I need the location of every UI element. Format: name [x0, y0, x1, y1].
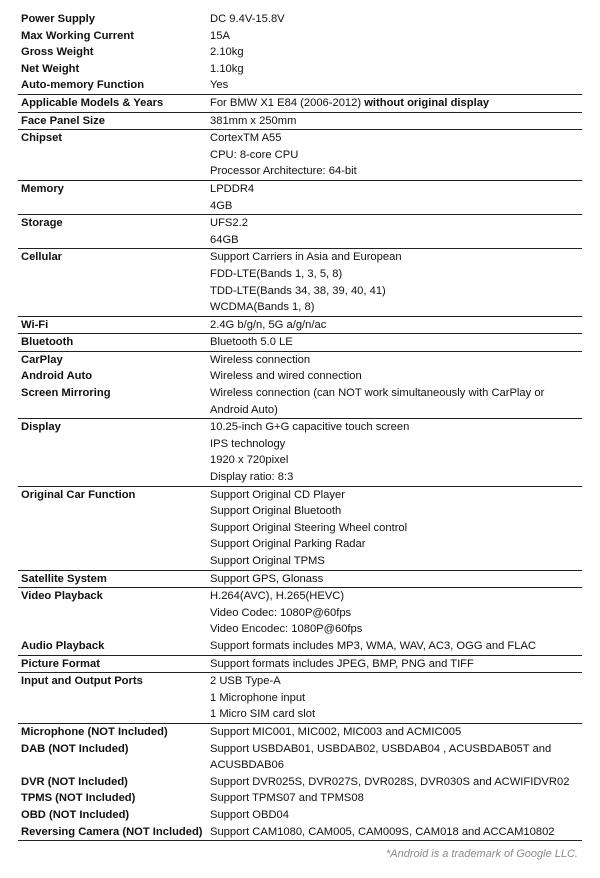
spec-values [210, 61, 582, 78]
spec-value [210, 790, 582, 807]
spec-group [18, 334, 582, 352]
spec-values [210, 588, 582, 638]
spec-value-text: Support DVR025S, DVR027S, DVR028S, DVR030S and ACWIFIDVR02 [210, 775, 570, 788]
spec-value [210, 368, 582, 385]
spec-value-text: TDD-LTE(Bands 34, 38, 39, 40, 41) [210, 284, 386, 297]
spec-label: Cellular [21, 251, 63, 264]
spec-value [210, 605, 582, 622]
spec-value-text: 1 Micro SIM card slot [210, 708, 316, 721]
spec-value [210, 299, 582, 316]
spec-value [210, 724, 582, 741]
spec-value [210, 807, 582, 824]
spec-value [210, 402, 582, 419]
spec-value [210, 536, 582, 553]
spec-value-text: 2.4G b/g/n, 5G a/g/n/ac [210, 318, 327, 331]
spec-value [210, 249, 582, 266]
spec-group [18, 352, 582, 419]
spec-value-text: 10.25-inch G+G capacitive touch screen [210, 421, 410, 434]
spec-values [210, 638, 582, 655]
spec-value [210, 452, 582, 469]
spec-row [18, 317, 582, 334]
spec-values [210, 352, 582, 369]
spec-label: Wi-Fi [21, 318, 49, 331]
spec-value [210, 503, 582, 520]
spec-label: Face Panel Size [21, 114, 105, 127]
spec-label: Display [21, 421, 61, 434]
spec-value [210, 77, 582, 94]
spec-label: Picture Format [21, 657, 100, 670]
spec-value-text: Support Carriers in Asia and European [210, 251, 402, 264]
spec-value [210, 690, 582, 707]
spec-value [210, 266, 582, 283]
spec-value-text: IPS technology [210, 437, 286, 450]
spec-row [18, 181, 582, 214]
spec-value-text: H.264(AVC), H.265(HEVC) [210, 590, 345, 603]
spec-group [18, 317, 582, 335]
spec-group [18, 95, 582, 113]
spec-value-text: 2 USB Type-A [210, 675, 281, 688]
spec-row [18, 638, 582, 655]
spec-group [18, 724, 582, 841]
spec-group [18, 11, 582, 95]
spec-row [18, 487, 582, 570]
spec-value [210, 469, 582, 486]
spec-group [18, 249, 582, 316]
spec-value-text: Support Original Bluetooth [210, 505, 342, 518]
spec-row [18, 385, 582, 418]
spec-label: Chipset [21, 132, 63, 145]
spec-row [18, 824, 582, 841]
spec-label: Applicable Models & Years [21, 96, 164, 109]
spec-values [210, 317, 582, 334]
spec-value-text: Support TPMS07 and TPMS08 [210, 792, 364, 805]
spec-group [18, 588, 582, 655]
spec-values [210, 487, 582, 570]
spec-value-text: Support MIC001, MIC002, MIC003 and ACMIC005 [210, 725, 462, 738]
spec-value [210, 215, 582, 232]
spec-value-text: Display ratio: 8:3 [210, 471, 294, 484]
spec-values [210, 181, 582, 214]
spec-values [210, 44, 582, 61]
spec-values [210, 11, 582, 28]
spec-values [210, 571, 582, 588]
spec-label: DAB (NOT Included) [21, 742, 129, 755]
spec-value [210, 436, 582, 453]
spec-value [210, 385, 582, 402]
spec-row [18, 807, 582, 824]
spec-value-text: Android Auto) [210, 403, 278, 416]
spec-label: Reversing Camera (NOT Included) [21, 825, 203, 838]
spec-row [18, 724, 582, 741]
spec-value [210, 317, 582, 334]
spec-value-text: Video Codec: 1080P@60fps [210, 606, 352, 619]
spec-value [210, 487, 582, 504]
spec-row [18, 741, 582, 774]
spec-value [210, 741, 582, 758]
spec-value [210, 147, 582, 164]
spec-values [210, 28, 582, 45]
spec-value [210, 198, 582, 215]
spec-value [210, 673, 582, 690]
spec-row [18, 28, 582, 45]
spec-value-text: Support CAM1080, CAM005, CAM009S, CAM018 and ACCAM10802 [210, 825, 555, 838]
spec-row [18, 44, 582, 61]
spec-value-text: 1.10kg [210, 62, 244, 75]
spec-values [210, 215, 582, 248]
spec-value-text: Processor Architecture: 64-bit [210, 165, 357, 178]
spec-values [210, 741, 582, 774]
spec-label: Audio Playback [21, 639, 105, 652]
spec-row [18, 61, 582, 78]
spec-value-text: Support OBD04 [210, 808, 289, 821]
spec-value [210, 95, 582, 112]
spec-row [18, 368, 582, 385]
spec-values [210, 113, 582, 130]
spec-row [18, 215, 582, 248]
spec-value-text: ACUSBDAB06 [210, 759, 284, 772]
spec-value [210, 44, 582, 61]
spec-row [18, 790, 582, 807]
spec-value-text: UFS2.2 [210, 217, 248, 230]
spec-value-text: Support USBDAB01, USBDAB02, USBDAB04 , ACUSBDAB05T and [210, 742, 552, 755]
spec-value [210, 334, 582, 351]
spec-label: Input and Output Ports [21, 675, 143, 688]
spec-value-text: Wireless and wired connection [210, 370, 362, 383]
spec-value-text: Support GPS, Glonass [210, 572, 324, 585]
spec-value [210, 656, 582, 673]
spec-label: Bluetooth [21, 336, 74, 349]
spec-row [18, 77, 582, 94]
spec-row [18, 774, 582, 791]
spec-value-text: 2.10kg [210, 46, 244, 59]
spec-value-text: 64GB [210, 233, 239, 246]
spec-value-text: Bluetooth 5.0 LE [210, 336, 293, 349]
spec-group [18, 487, 582, 571]
spec-value [210, 553, 582, 570]
spec-row [18, 419, 582, 485]
spec-value-text: DC 9.4V-15.8V [210, 13, 285, 25]
spec-row [18, 249, 582, 315]
spec-group [18, 130, 582, 181]
spec-value [210, 621, 582, 638]
spec-label: Auto-memory Function [21, 79, 145, 92]
spec-value [210, 571, 582, 588]
spec-value-text: Yes [210, 79, 229, 92]
spec-row [18, 673, 582, 723]
spec-values [210, 673, 582, 723]
spec-value-text: Support Original Steering Wheel control [210, 521, 408, 534]
spec-values [210, 77, 582, 94]
spec-label: Memory [21, 182, 64, 195]
spec-label: Microphone (NOT Included) [21, 725, 168, 738]
spec-values [210, 385, 582, 418]
spec-table [18, 11, 582, 841]
trademark-footnote: *Android is a trademark of Google LLC. [386, 848, 578, 860]
spec-group [18, 215, 582, 249]
spec-row [18, 588, 582, 638]
spec-value-text: CPU: 8-core CPU [210, 148, 299, 161]
spec-row [18, 95, 582, 112]
spec-value-text: 4GB [210, 199, 233, 212]
spec-group [18, 656, 582, 674]
spec-label: Storage [21, 217, 63, 230]
spec-values [210, 824, 582, 841]
spec-value [210, 130, 582, 147]
spec-row [18, 334, 582, 351]
spec-value [210, 11, 582, 28]
spec-group [18, 571, 582, 589]
spec-label: Screen Mirroring [21, 387, 111, 400]
spec-value [210, 113, 582, 130]
spec-value [210, 757, 582, 774]
spec-value-text: Support Original Parking Radar [210, 538, 366, 551]
spec-row [18, 113, 582, 130]
spec-value [210, 61, 582, 78]
spec-values [210, 368, 582, 385]
spec-value-text: 15A [210, 29, 230, 42]
spec-row [18, 571, 582, 588]
spec-values [210, 130, 582, 180]
spec-value-text: For BMW X1 E84 (2006-2012) [210, 96, 365, 109]
spec-value-emphasis: without original display [364, 96, 490, 109]
spec-group [18, 113, 582, 131]
spec-values [210, 774, 582, 791]
spec-label: Video Playback [21, 590, 103, 603]
spec-label: Net Weight [21, 62, 80, 75]
spec-label: Original Car Function [21, 488, 136, 501]
spec-values [210, 95, 582, 112]
spec-value [210, 588, 582, 605]
spec-label: Max Working Current [21, 29, 134, 42]
spec-values [210, 807, 582, 824]
spec-values [210, 249, 582, 315]
spec-label: CarPlay [21, 353, 63, 366]
spec-row [18, 11, 582, 28]
spec-row [18, 130, 582, 180]
spec-value [210, 638, 582, 655]
spec-value-text: Wireless connection (can NOT work simultaneously with CarPlay or [210, 387, 545, 400]
spec-values [210, 419, 582, 485]
spec-value-text: 1 Microphone input [210, 691, 306, 704]
spec-values [210, 334, 582, 351]
spec-value [210, 283, 582, 300]
spec-value-text: Support Original CD Player [210, 488, 345, 501]
spec-label: TPMS (NOT Included) [21, 792, 136, 805]
spec-value [210, 181, 582, 198]
spec-value-text: 1920 x 720pixel [210, 454, 289, 467]
spec-value-text: CortexTM A55 [210, 132, 282, 145]
spec-row [18, 656, 582, 673]
spec-value [210, 163, 582, 180]
spec-value [210, 706, 582, 723]
spec-value-text: Support formats includes JPEG, BMP, PNG and TIFF [210, 657, 474, 670]
spec-row [18, 352, 582, 369]
spec-value-text: Wireless connection [210, 353, 311, 366]
spec-value [210, 352, 582, 369]
spec-group [18, 181, 582, 215]
spec-value [210, 419, 582, 436]
spec-value-text: Video Encodec: 1080P@60fps [210, 623, 363, 636]
spec-label: Gross Weight [21, 46, 94, 59]
spec-value-text: WCDMA(Bands 1, 8) [210, 301, 315, 314]
spec-label: Satellite System [21, 572, 107, 585]
spec-value [210, 28, 582, 45]
spec-label: OBD (NOT Included) [21, 808, 130, 821]
spec-values [210, 790, 582, 807]
spec-value-text: Support formats includes MP3, WMA, WAV, AC3, OGG and FLAC [210, 639, 537, 652]
spec-group [18, 419, 582, 486]
spec-value [210, 520, 582, 537]
spec-values [210, 656, 582, 673]
spec-value [210, 232, 582, 249]
spec-value [210, 774, 582, 791]
spec-value-text: Support Original TPMS [210, 555, 325, 567]
spec-value [210, 824, 582, 841]
spec-label: DVR (NOT Included) [21, 775, 128, 788]
spec-group [18, 673, 582, 724]
spec-value-text: FDD-LTE(Bands 1, 3, 5, 8) [210, 267, 343, 280]
spec-values [210, 724, 582, 741]
spec-value-text: 381mm x 250mm [210, 114, 297, 127]
spec-label: Android Auto [21, 370, 93, 383]
spec-label: Power Supply [21, 13, 95, 25]
spec-value-text: LPDDR4 [210, 182, 255, 195]
